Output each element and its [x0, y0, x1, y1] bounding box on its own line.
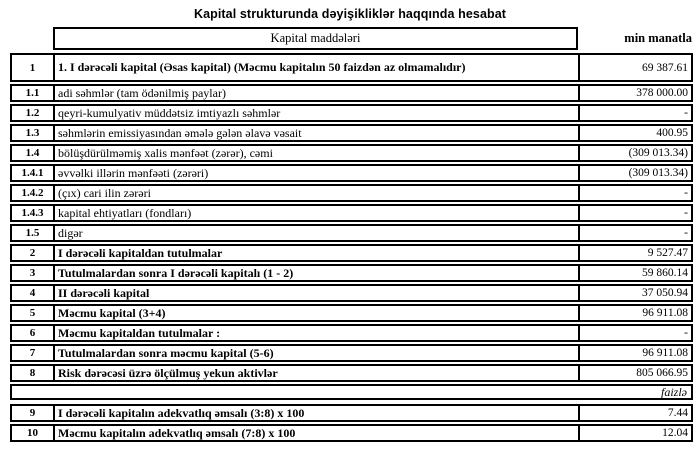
row-value: -	[578, 226, 691, 240]
row-label: Tutulmalardan sonra məcmu kapital (5-6)	[58, 346, 274, 360]
table-row	[10, 424, 693, 442]
row-number: 3	[12, 266, 55, 280]
column-header-min-manatla: min manatla	[624, 31, 692, 45]
table-row	[10, 164, 693, 182]
row-number: 4	[12, 286, 55, 300]
row-value: -	[578, 326, 691, 340]
table-row	[10, 184, 693, 202]
row-number: 5	[12, 306, 55, 320]
row-number: 1.1	[12, 86, 55, 100]
table-row	[10, 304, 693, 322]
note-label: faizlə	[661, 384, 687, 399]
row-value: 69 387.61	[578, 55, 691, 80]
row-number: 1.2	[12, 106, 55, 120]
row-value: (309 013.34)	[578, 166, 691, 180]
row-label: I dərəcəli kapitalın adekvatlıq əmsalı (3:8) x 100	[58, 406, 305, 420]
page-title: Kapital strukturunda dəyişikliklər haqqında hesabat	[193, 7, 507, 21]
column-header-kapital-maddeleri: Kapital maddələri	[53, 27, 578, 50]
row-number: 1	[12, 55, 55, 80]
table-row	[10, 324, 693, 342]
row-label: adi səhmlər (tam ödənilmiş paylar)	[58, 86, 226, 100]
row-label: Məcmu kapitaldan tutulmalar :	[58, 326, 221, 340]
table-row	[10, 404, 693, 422]
row-number: 6	[12, 326, 55, 340]
table-row	[10, 124, 693, 142]
row-value: 37 050.94	[578, 286, 691, 300]
table-row	[10, 224, 693, 242]
table-row	[10, 204, 693, 222]
table-row	[10, 84, 693, 102]
row-label: kapital ehtiyatları (fondları)	[58, 206, 192, 220]
row-value: -	[578, 186, 691, 200]
row-value: 7.44	[578, 406, 691, 420]
row-label: qeyri-kumulyativ müddətsiz imtiyazlı səhmlər	[58, 106, 281, 120]
row-value: 59 860.14	[578, 266, 691, 280]
table-row	[10, 144, 693, 162]
table-header	[10, 27, 693, 50]
row-value: 96 911.08	[578, 346, 691, 360]
row-value: 378 000.00	[578, 86, 691, 100]
header-spacer	[10, 27, 53, 50]
row-number: 1.4.1	[12, 166, 55, 180]
capital-structure-table	[10, 27, 693, 444]
row-number: 10	[12, 426, 55, 440]
table-row	[10, 264, 693, 282]
row-number: 1.4.2	[12, 186, 55, 200]
row-value: 400.95	[578, 126, 691, 140]
table-row	[10, 53, 693, 82]
table-row	[10, 244, 693, 262]
row-number: 1.5	[12, 226, 55, 240]
row-label: Məcmu kapitalın adekvatlıq əmsalı (7:8) x 100	[58, 426, 296, 440]
row-label: Məcmu kapital (3+4)	[58, 306, 166, 320]
row-value: (309 013.34)	[578, 146, 691, 160]
row-label: I dərəcəli kapitaldan tutulmalar	[58, 246, 223, 260]
row-number: 2	[12, 246, 55, 260]
row-number: 1.3	[12, 126, 55, 140]
table-rows	[10, 53, 693, 442]
row-number: 9	[12, 406, 55, 420]
row-number: 1.4	[12, 146, 55, 160]
row-label: Risk dərəcəsi üzrə ölçülmuş yekun aktivlər	[58, 366, 278, 380]
table-row	[10, 104, 693, 122]
row-number: 7	[12, 346, 55, 360]
note-row	[10, 384, 693, 400]
row-value: -	[578, 106, 691, 120]
row-label: 1. I dərəcəli kapital (Əsas kapital) (Məcmu kapitalın 50 faizdən az olmamalıdır)	[58, 60, 466, 74]
row-label: (çıx) cari ilin zərəri	[58, 186, 151, 200]
row-label: digər	[58, 226, 83, 240]
row-value: 9 527.47	[578, 246, 691, 260]
row-number: 8	[12, 366, 55, 380]
row-label: Tutulmalardan sonra I dərəcəli kapitalı (1 - 2)	[58, 266, 294, 280]
row-value: -	[578, 206, 691, 220]
row-label: səhmlərin emissiyasından əmələ gələn əlavə vəsait	[58, 126, 302, 140]
row-value: 96 911.08	[578, 306, 691, 320]
row-label: bölüşdürülməmiş xalis mənfəət (zərər), cəmi	[58, 146, 273, 160]
row-value: 12.04	[578, 426, 691, 440]
row-value: 805 066.95	[578, 366, 691, 380]
table-row	[10, 344, 693, 362]
row-number: 1.4.3	[12, 206, 55, 220]
table-row	[10, 284, 693, 302]
table-row	[10, 364, 693, 382]
row-label: əvvəlki illərin mənfəəti (zərəri)	[58, 166, 209, 180]
row-label: II dərəcəli kapital	[58, 286, 150, 300]
